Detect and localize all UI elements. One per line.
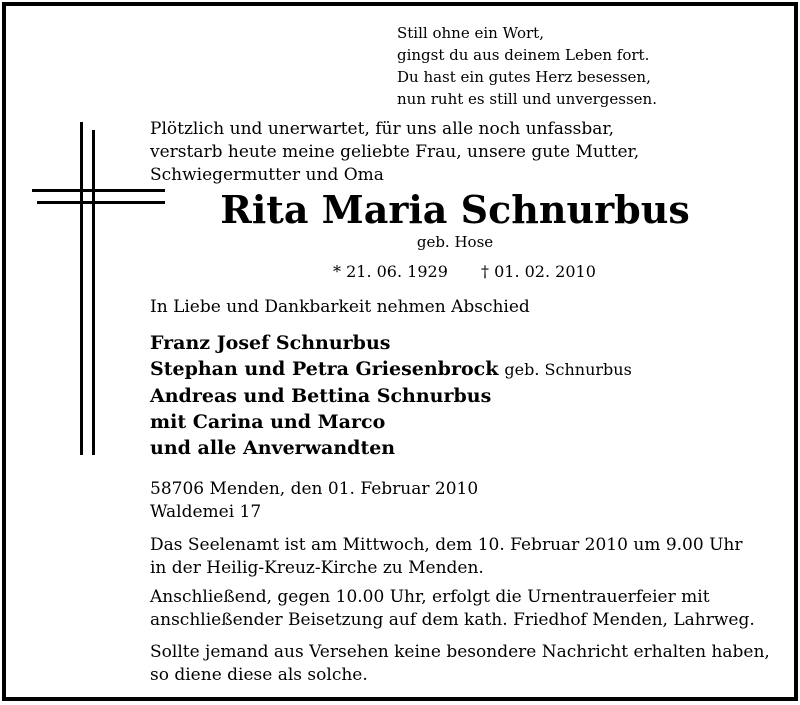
- intro-line: Plötzlich und unerwartet, für uns alle noch unfassbar,: [150, 119, 615, 139]
- closing-note: [150, 641, 770, 687]
- burial-line: Anschließend, gegen 10.00 Uhr, erfolgt die Urnentrauerfeier mit: [150, 587, 710, 607]
- service-info: [150, 534, 742, 580]
- maiden-name: geb. Hose: [416, 233, 494, 251]
- poem-line: gingst du aus deinem Leben fort.: [397, 46, 650, 64]
- death-date: † 01. 02. 2010: [481, 262, 596, 281]
- burial-info: [150, 586, 755, 632]
- cross-stroke: [32, 189, 165, 192]
- mourner: [150, 330, 632, 356]
- intro-line: Schwiegermutter und Oma: [150, 165, 384, 185]
- service-line: in der Heilig-Kreuz-Kirche zu Menden.: [150, 558, 484, 578]
- poem-line: nun ruht es still und unvergessen.: [397, 90, 657, 108]
- place-line: 58706 Menden, den 01. Februar 2010: [150, 479, 479, 499]
- place-and-date: [150, 478, 478, 524]
- mourner: [150, 383, 632, 409]
- mourner-name: Andreas und Bettina Schnurbus: [150, 385, 492, 407]
- farewell-text: In Liebe und Dankbarkeit nehmen Abschied: [150, 297, 530, 317]
- mourners-list: [150, 330, 632, 461]
- mourner-note: geb. Schnurbus: [504, 360, 632, 379]
- intro-text: [150, 118, 639, 187]
- birth-date: * 21. 06. 1929: [333, 262, 448, 281]
- address-line: Waldemei 17: [150, 502, 262, 522]
- cross-stroke: [37, 201, 165, 204]
- note-line: so diene diese als solche.: [150, 665, 368, 685]
- burial-line: anschließender Beisetzung auf dem kath. Friedhof Menden, Lahrweg.: [150, 610, 755, 630]
- poem-line: Still ohne ein Wort,: [397, 24, 544, 42]
- poem: [397, 22, 657, 110]
- mourner-name: und alle Anverwandten: [150, 437, 396, 459]
- mourner: [150, 435, 632, 461]
- mourner-name: Stephan und Petra Griesenbrock: [150, 358, 499, 380]
- deceased-name: Rita Maria Schnurbus: [220, 187, 690, 232]
- mourner: [150, 409, 632, 435]
- mourner-name: mit Carina und Marco: [150, 411, 386, 433]
- cross-stroke: [92, 130, 95, 455]
- cross-stroke: [80, 122, 83, 455]
- poem-line: Du hast ein gutes Herz besessen,: [397, 68, 651, 86]
- mourner-name: Franz Josef Schnurbus: [150, 332, 391, 354]
- mourner: [150, 356, 632, 383]
- intro-line: verstarb heute meine geliebte Frau, unsere gute Mutter,: [150, 142, 640, 162]
- note-line: Sollte jemand aus Versehen keine besondere Nachricht erhalten haben,: [150, 642, 770, 662]
- service-line: Das Seelenamt ist am Mittwoch, dem 10. Februar 2010 um 9.00 Uhr: [150, 535, 743, 555]
